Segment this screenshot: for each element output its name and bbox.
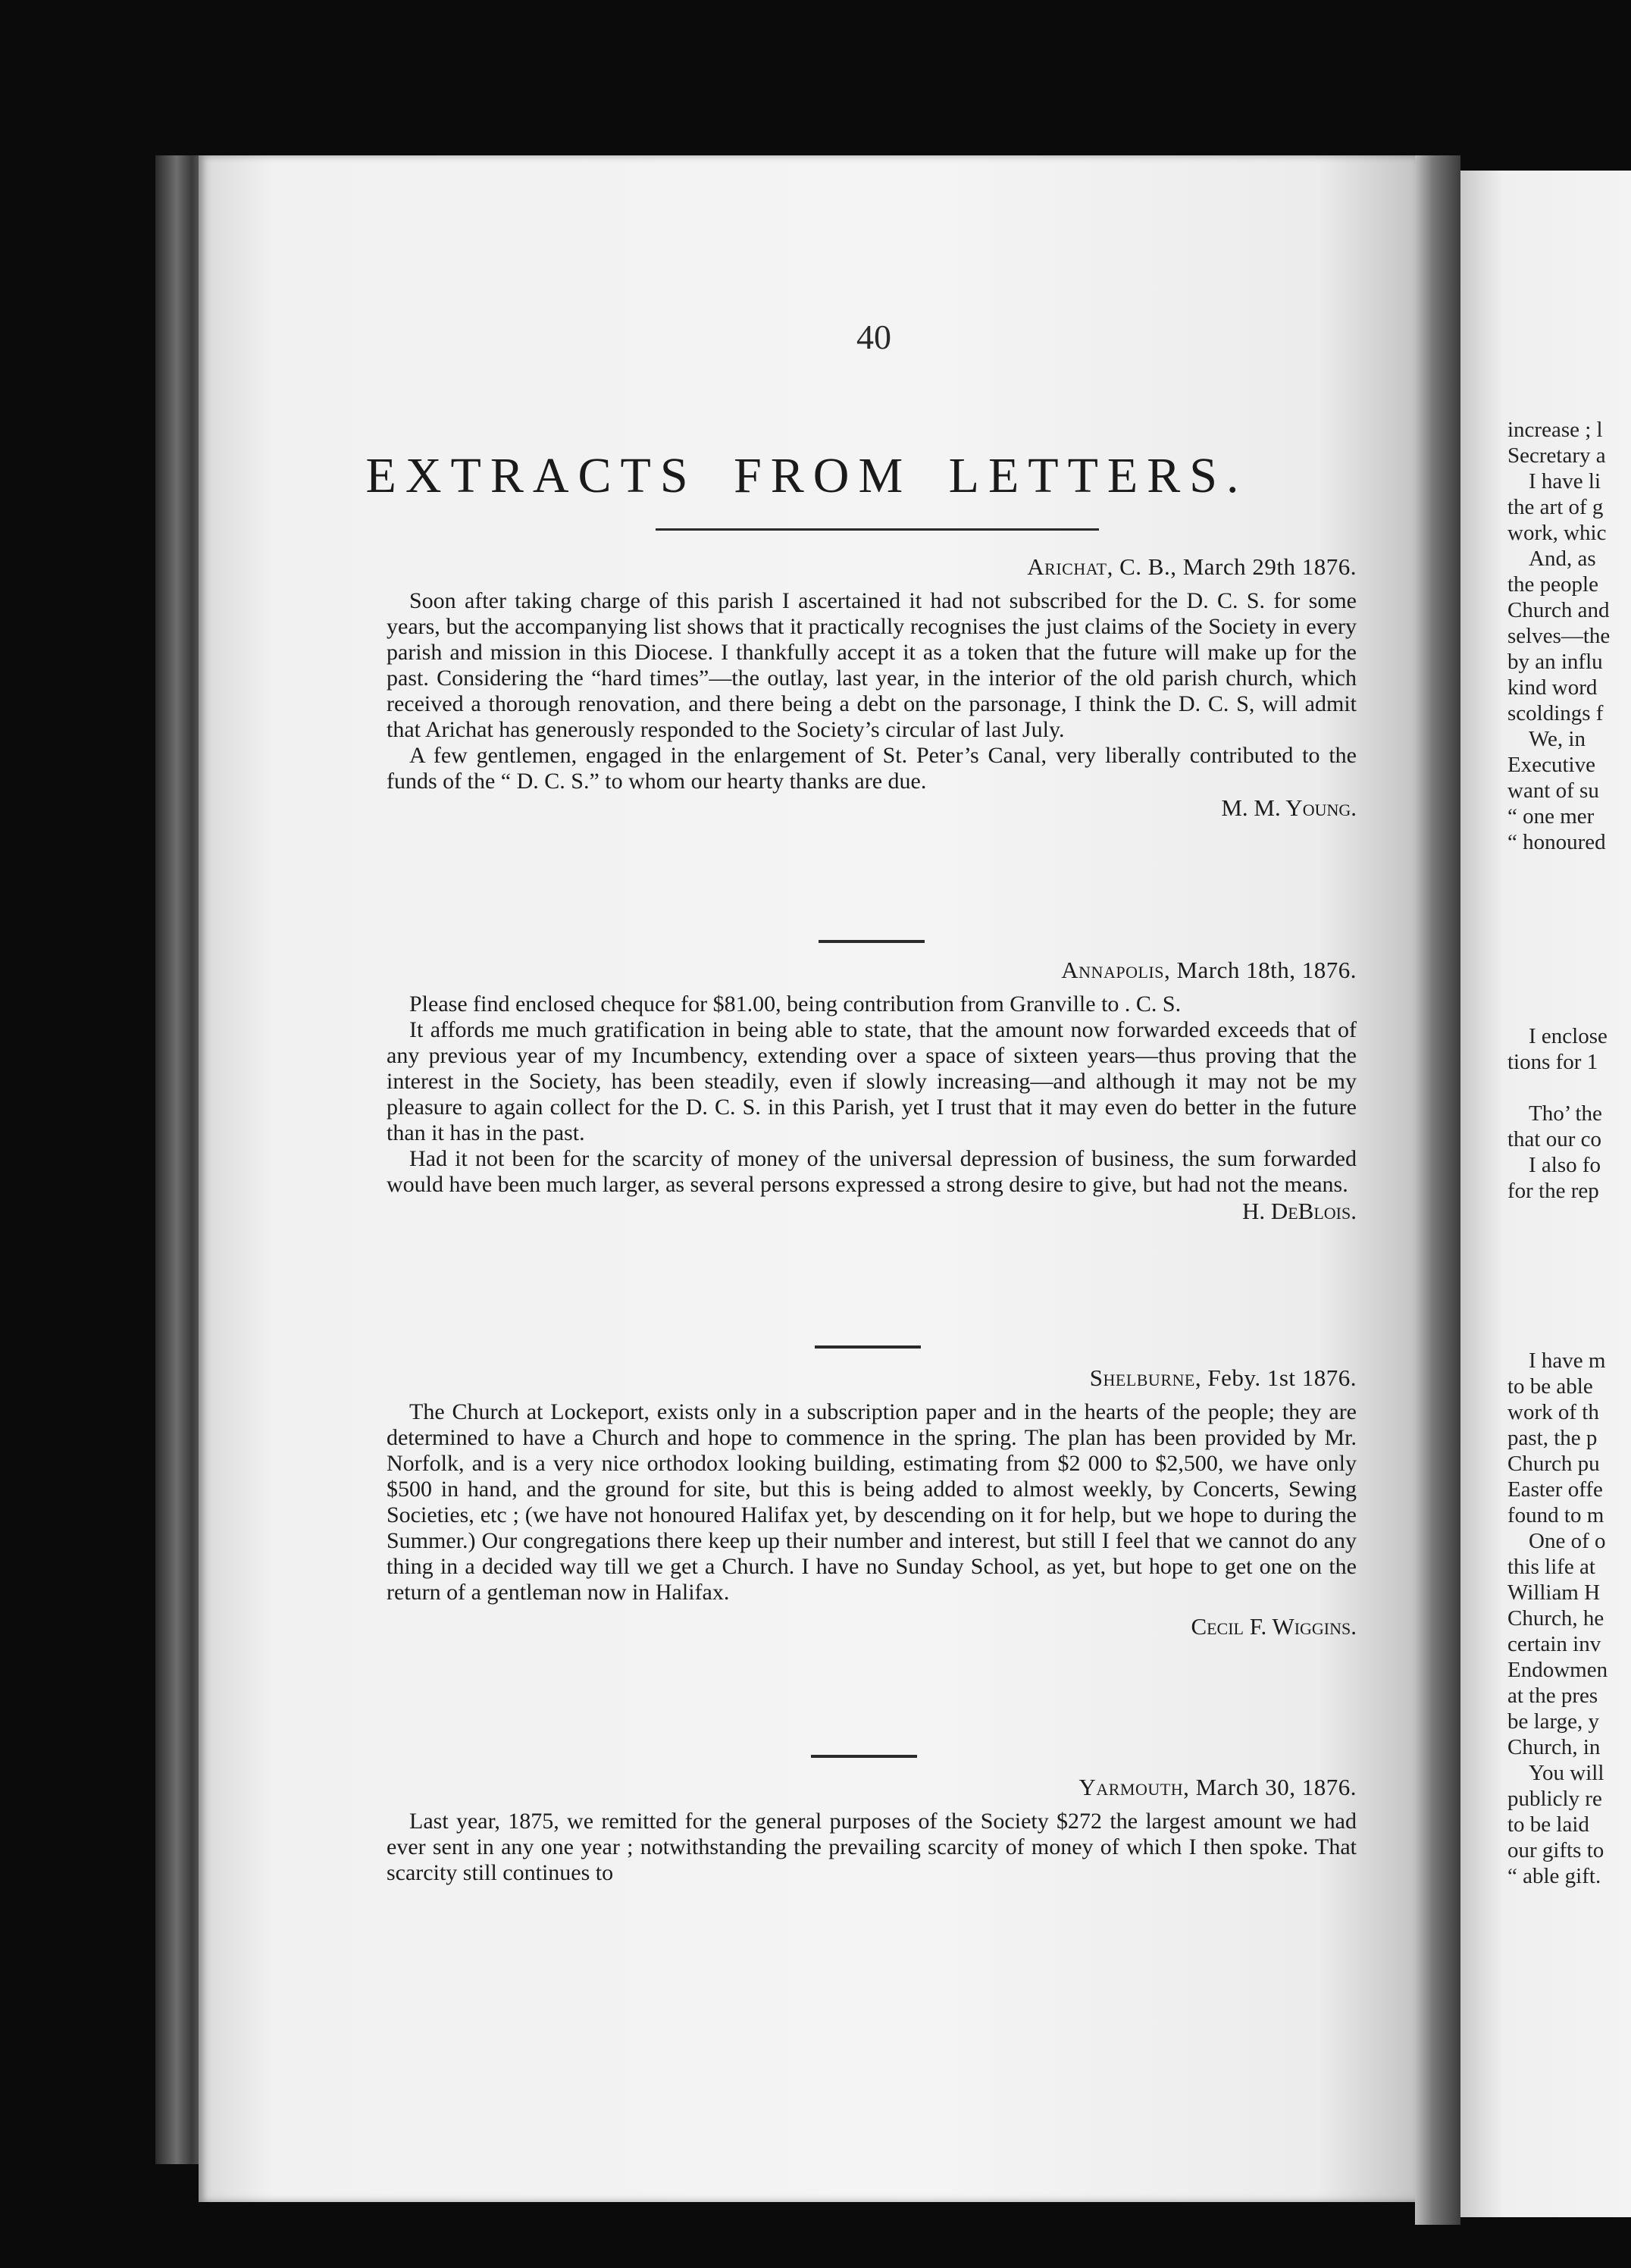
facing-line: to be able xyxy=(1507,1374,1593,1399)
facing-line: One of o xyxy=(1529,1529,1606,1553)
facing-line: work, whic xyxy=(1507,521,1607,545)
facing-line: for the rep xyxy=(1507,1179,1599,1203)
letter-date: March 18th, 1876. xyxy=(1176,957,1357,983)
facing-line: be large, y xyxy=(1507,1709,1600,1734)
letter-dateline xyxy=(387,553,1357,581)
facing-line: Tho’ the xyxy=(1529,1101,1602,1126)
letter-paragraph: A few gentlemen, engaged in the enlargement of St. Peter’s Canal, very liberally contributed to the funds of the “ D. C. S.” to whom our hearty thanks are due. xyxy=(387,743,1357,794)
letter-place: Shelburne, xyxy=(1089,1364,1202,1391)
facing-line: Secretary a xyxy=(1507,443,1606,468)
facing-line: Executive xyxy=(1507,753,1595,777)
letter-date: March 30, 1876. xyxy=(1195,1774,1357,1800)
facing-line: Easter offe xyxy=(1507,1477,1603,1502)
letter-paragraph: Had it not been for the scarcity of money of the universal depression of business, the sum forwarded would have been much larger, as several persons expressed a strong desire to give, but had not the means. xyxy=(387,1146,1357,1197)
facing-line: Church pu xyxy=(1507,1452,1600,1476)
facing-line: scoldings f xyxy=(1507,701,1604,725)
facing-line: at the pres xyxy=(1507,1684,1598,1708)
facing-line: We, in xyxy=(1529,727,1586,751)
facing-line: “ one mer xyxy=(1507,804,1595,829)
facing-line: William H xyxy=(1507,1580,1601,1605)
facing-line: this life at xyxy=(1507,1555,1595,1579)
facing-line: “ honoured xyxy=(1507,830,1606,854)
section-rule xyxy=(819,940,925,943)
letter-annapolis xyxy=(387,957,1357,1225)
facing-line: And, as xyxy=(1529,547,1596,571)
facing-line: I have li xyxy=(1529,469,1601,493)
facing-line: tions for 1 xyxy=(1507,1050,1598,1074)
facing-line: Endowmen xyxy=(1507,1658,1608,1682)
facing-line: the people xyxy=(1507,572,1598,597)
letter-place: Annapolis, xyxy=(1061,957,1171,983)
facing-line: to be laid xyxy=(1507,1812,1589,1837)
letter-dateline xyxy=(387,1774,1357,1801)
facing-line: that our co xyxy=(1507,1127,1602,1151)
letter-signature: H. DeBlois. xyxy=(1241,1198,1357,1224)
facing-line: certain inv xyxy=(1507,1632,1601,1656)
facing-line: by an influ xyxy=(1507,650,1603,674)
facing-line: I have m xyxy=(1529,1349,1606,1373)
facing-line: the art of g xyxy=(1507,495,1604,519)
facing-line: Church, in xyxy=(1507,1735,1601,1759)
facing-line: found to m xyxy=(1507,1503,1604,1527)
facing-page xyxy=(1460,171,1631,2217)
page-number: 40 xyxy=(856,318,891,356)
letter-signature: M. M. Young. xyxy=(1221,794,1357,821)
facing-line: selves—the xyxy=(1507,624,1611,648)
facing-line: past, the p xyxy=(1507,1426,1598,1450)
title-rule xyxy=(656,528,1099,531)
letter-yarmouth xyxy=(387,1774,1357,1886)
letter-date: March 29th 1876. xyxy=(1182,553,1357,580)
facing-line: want of su xyxy=(1507,778,1599,803)
letter-date: Feby. 1st 1876. xyxy=(1207,1364,1357,1391)
facing-line: increase ; l xyxy=(1507,418,1603,442)
section-rule xyxy=(811,1755,917,1758)
facing-line: work of th xyxy=(1507,1400,1599,1424)
section-rule xyxy=(815,1345,921,1349)
facing-line: our gifts to xyxy=(1507,1838,1604,1862)
facing-line: Church, he xyxy=(1507,1606,1604,1631)
letter-place: Yarmouth, xyxy=(1078,1774,1190,1800)
facing-line: kind word xyxy=(1507,675,1598,700)
facing-line: publicly re xyxy=(1507,1787,1602,1811)
letter-paragraph: It affords me much gratification in being able to state, that the amount now forwarded exceeds that of any previous year of my Incumbency, extending over a space of sixteen years—thus proving that the interest in the Society, has been steadily, even if slowly increasing—and although it may not be my pleasure to again collect for the D. C. S. in this Parish, yet I trust that it may even do better in the future than it has in the past. xyxy=(387,1017,1357,1145)
letter-dateline xyxy=(387,1364,1357,1392)
letter-arichat xyxy=(387,553,1357,822)
page-title: EXTRACTS FROM LETTERS. xyxy=(365,448,1248,503)
letter-dateline xyxy=(387,957,1357,984)
letter-paragraph: Soon after taking charge of this parish I ascertained it had not subscribed for the D. C. S. for some years, but the accompanying list shows that it practically recognises the just claims of the Society in every parish and mission in this Diocese. I thankfully accept it as a token that the future will make up for the past. Considering the “hard times”—the outlay, last year, in the interior of the old parish church, which received a thorough renovation, and there being a debt on the parsonage, I think the D. C. S, will admit that Arichat has generously responded to the Society’s circular of last July. xyxy=(387,588,1357,742)
letter-place: Arichat, C. B., xyxy=(1027,553,1177,580)
letter-signature: Cecil F. Wiggins. xyxy=(1191,1613,1357,1640)
letter-shelburne xyxy=(387,1364,1357,1640)
page-gutter xyxy=(1415,155,1460,2225)
facing-line: “ able gift. xyxy=(1507,1864,1601,1888)
facing-line: I enclose xyxy=(1529,1024,1608,1048)
facing-line: Church and xyxy=(1507,598,1610,622)
letter-paragraph: Last year, 1875, we remitted for the general purposes of the Society $272 the largest amount we had ever sent in any one year ; notwithstanding the prevailing scarcity of money of which I then spoke. That scarcity still continues to xyxy=(387,1809,1357,1885)
letter-paragraph: The Church at Lockeport, exists only in a subscription paper and in the hearts of the people; they are determined to have a Church and hope to commence in the spring. The plan has been provided by Mr. Norfolk, and is a very nice orthodox looking building, estimating from $2 000 to $2,500, we have only $500 in hand, and the ground for site, but this is being added to almost weekly, by Concerts, Sewing Societies, etc ; (we have not honoured Halifax yet, by descending on it for help, but we hope to during the Summer.) Our congregations there keep up their number and interest, but still I feel that we cannot do any thing in a decided way till we get a Church. I have no Sunday School, as yet, but hope to get one on the return of a gentleman now in Halifax. xyxy=(387,1399,1357,1605)
facing-line: You will xyxy=(1529,1761,1604,1785)
facing-line: I also fo xyxy=(1529,1153,1601,1177)
letter-paragraph: Please find enclosed chequce for $81.00, being contribution from Granville to . C. S. xyxy=(409,991,1182,1017)
